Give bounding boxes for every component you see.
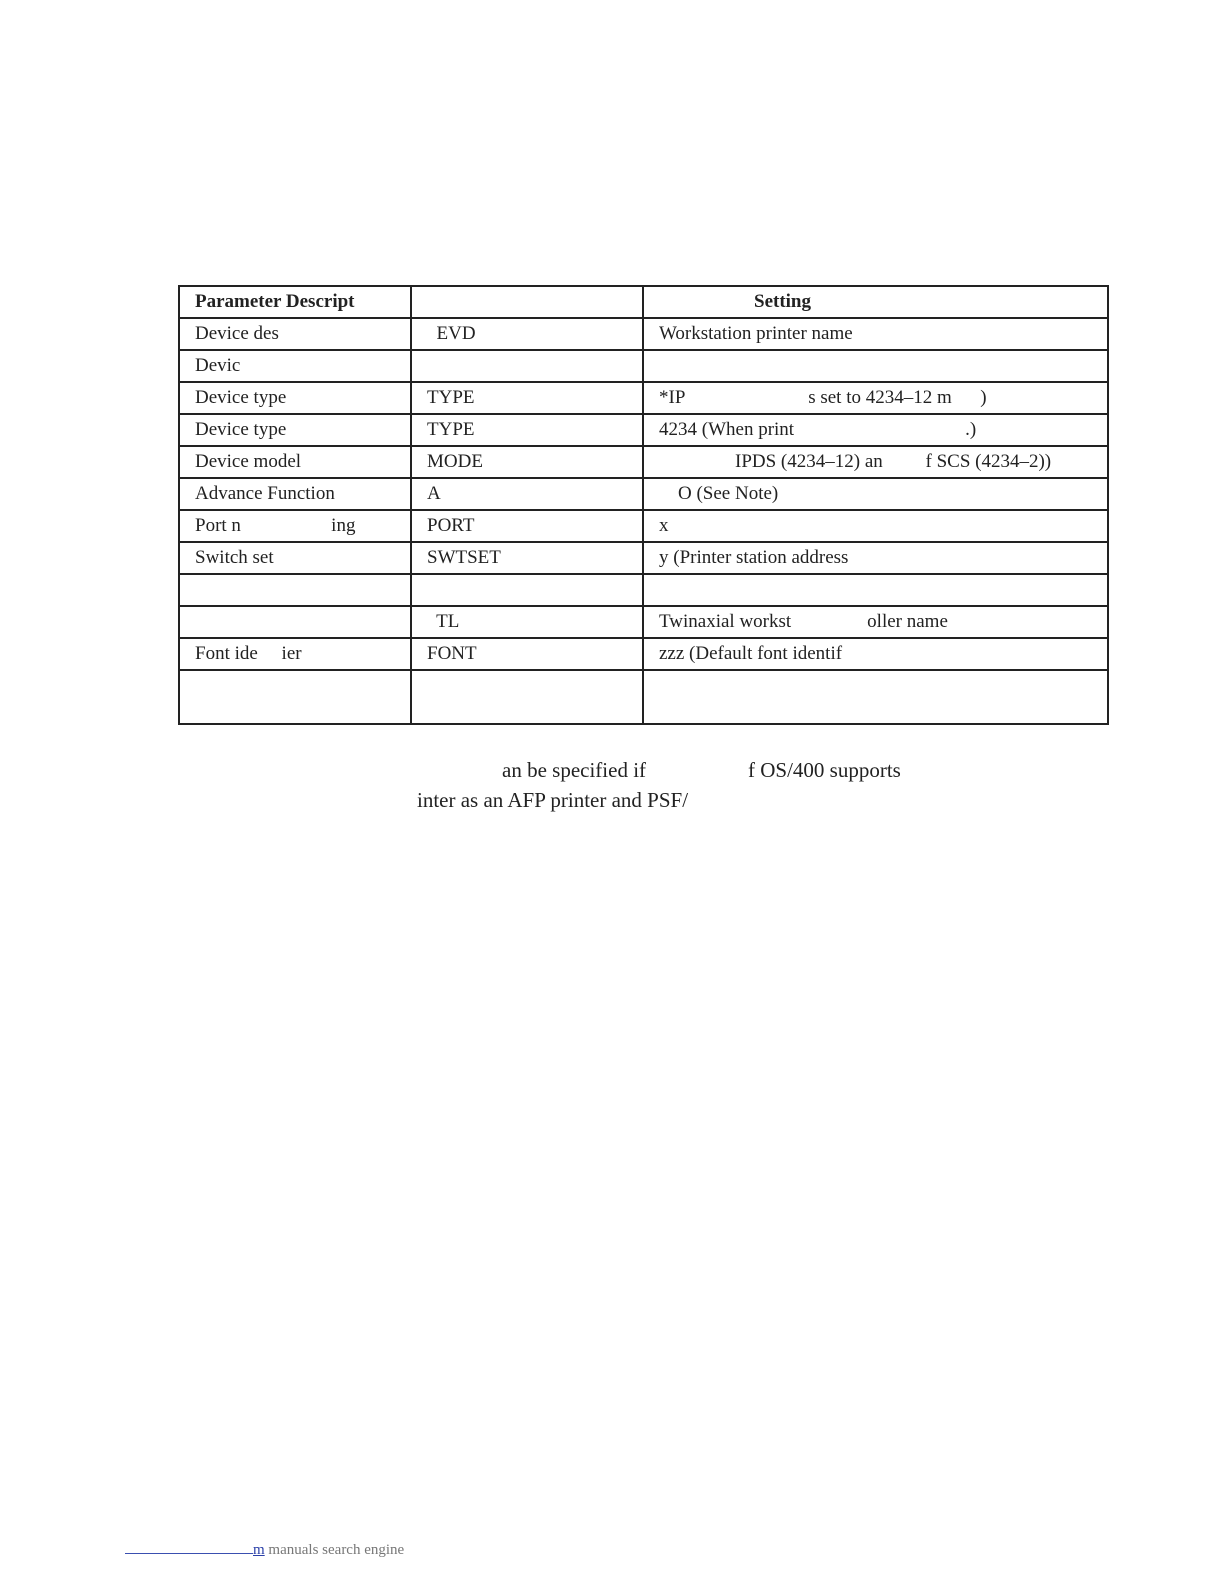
cell-setting: *IP s set to 4234–12 m ) xyxy=(643,382,1108,414)
table-row xyxy=(179,510,1108,542)
cell-keyword xyxy=(411,350,643,382)
header-setting: Setting xyxy=(643,286,1108,318)
table-row xyxy=(179,350,1108,382)
cell-parameter xyxy=(179,606,411,638)
cell-keyword: PORT xyxy=(411,510,643,542)
cell-keyword: MODE xyxy=(411,446,643,478)
cell-setting xyxy=(643,670,1108,724)
cell-setting: y (Printer station address xyxy=(643,542,1108,574)
cell-keyword: EVD xyxy=(411,318,643,350)
cell-parameter xyxy=(179,670,411,724)
footer-link[interactable]: m xyxy=(253,1542,265,1558)
cell-keyword: TL xyxy=(411,606,643,638)
table-row xyxy=(179,542,1108,574)
table-row xyxy=(179,478,1108,510)
cell-setting xyxy=(643,574,1108,606)
cell-parameter: Switch set xyxy=(179,542,411,574)
cell-setting: x xyxy=(643,510,1108,542)
cell-keyword: TYPE xyxy=(411,414,643,446)
cell-setting: 4234 (When print .) xyxy=(643,414,1108,446)
footer xyxy=(125,1542,404,1559)
cell-keyword: SWTSET xyxy=(411,542,643,574)
cell-setting: IPDS (4234–12) an f SCS (4234–2)) xyxy=(643,446,1108,478)
table-row xyxy=(179,414,1108,446)
table-row xyxy=(179,670,1108,724)
note-line-1a: an be specified if xyxy=(502,758,647,782)
cell-keyword xyxy=(411,574,643,606)
cell-parameter: Device type xyxy=(179,382,411,414)
table-header-row xyxy=(179,286,1108,318)
header-parameter-description: Parameter Descript xyxy=(179,286,411,318)
cell-parameter: Device type xyxy=(179,414,411,446)
cell-setting: Workstation printer name xyxy=(643,318,1108,350)
table-row xyxy=(179,606,1108,638)
note-line-1b: f OS/400 supports xyxy=(748,758,901,782)
cell-parameter: Device des xyxy=(179,318,411,350)
header-keyword xyxy=(411,286,643,318)
cell-keyword xyxy=(411,670,643,724)
cell-setting: Twinaxial workst oller name xyxy=(643,606,1108,638)
cell-keyword: A xyxy=(411,478,643,510)
cell-parameter: Font ide ier xyxy=(179,638,411,670)
table-row xyxy=(179,382,1108,414)
cell-setting: O (See Note) xyxy=(643,478,1108,510)
cell-keyword: TYPE xyxy=(411,382,643,414)
cell-parameter: Devic xyxy=(179,350,411,382)
table-row xyxy=(179,574,1108,606)
cell-parameter xyxy=(179,574,411,606)
table-row xyxy=(179,446,1108,478)
cell-parameter: Device model xyxy=(179,446,411,478)
cell-parameter: Advance Function xyxy=(179,478,411,510)
table-row xyxy=(179,318,1108,350)
cell-setting: zzz (Default font identif xyxy=(643,638,1108,670)
note-line-2: inter as an AFP printer and PSF/ xyxy=(417,788,689,812)
parameter-table xyxy=(178,285,1109,725)
cell-keyword: FONT xyxy=(411,638,643,670)
footer-text: manuals search engine xyxy=(268,1542,405,1558)
cell-setting xyxy=(643,350,1108,382)
footer-link-underline[interactable] xyxy=(125,1553,253,1554)
cell-parameter: Port n ing xyxy=(179,510,411,542)
table-row xyxy=(179,638,1108,670)
